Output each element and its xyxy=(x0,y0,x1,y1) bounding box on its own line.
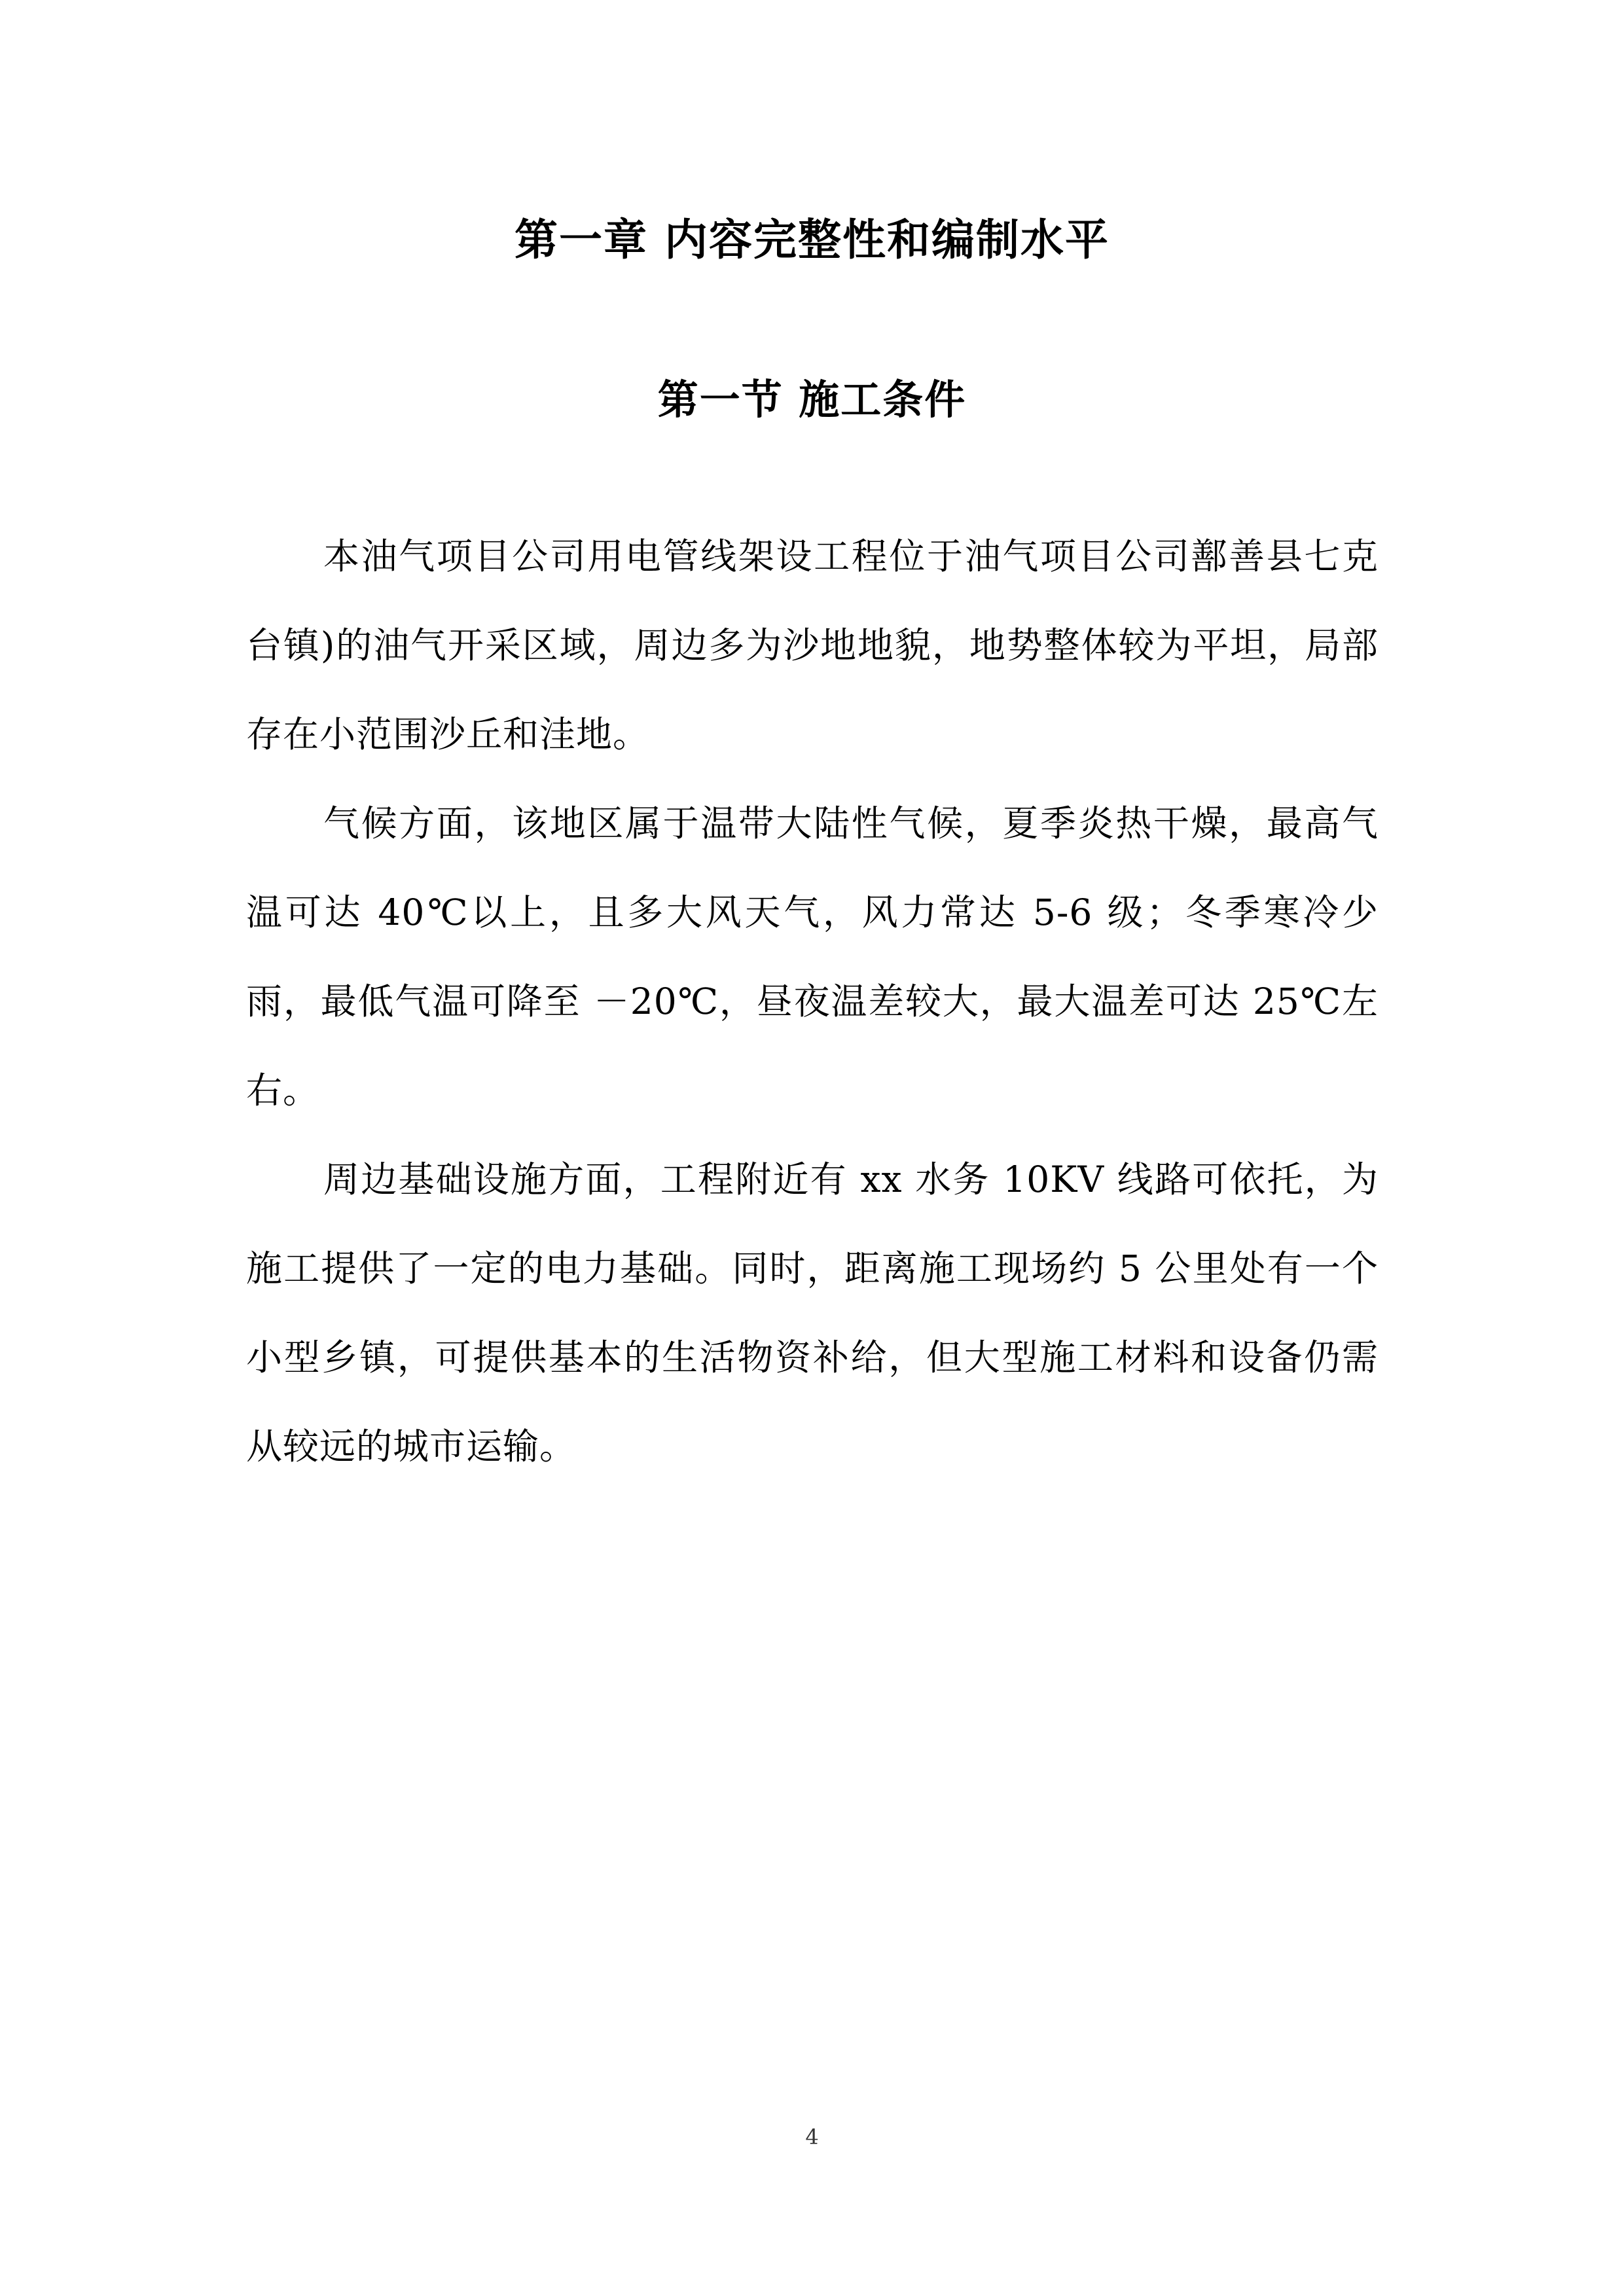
section-title: 第一节 施工条件 xyxy=(657,376,967,423)
paragraph-infrastructure: 周边基础设施方面，工程附近有 xx 水务 10KV 线路可依托，为施工提供了一定的电力基础。同时，距离施工现场约 5 公里处有一个小型乡镇，可提供基本的生活物资补给，但大型施工材料和设备仍需从较远的城市运输。 xyxy=(246,1158,1379,1467)
chapter-title: 第一章 内容完整性和编制水平 xyxy=(514,215,1110,265)
paragraph-climate: 气候方面，该地区属于温带大陆性气候，夏季炎热干燥，最高气温可达 40℃以上，且多大风天气，风力常达 5-6 级；冬季寒冷少雨，最低气温可降至 －20℃，昼夜温差较大，最大温差可达 25℃左右。 xyxy=(246,802,1379,1111)
paragraph-site-location: 本油气项目公司用电管线架设工程位于油气项目公司鄯善县七克台镇)的油气开采区域，周边多为沙地地貌，地势整体较为平坦，局部存在小范围沙丘和洼地。 xyxy=(246,535,1379,755)
page-number: 4 xyxy=(805,2125,819,2149)
